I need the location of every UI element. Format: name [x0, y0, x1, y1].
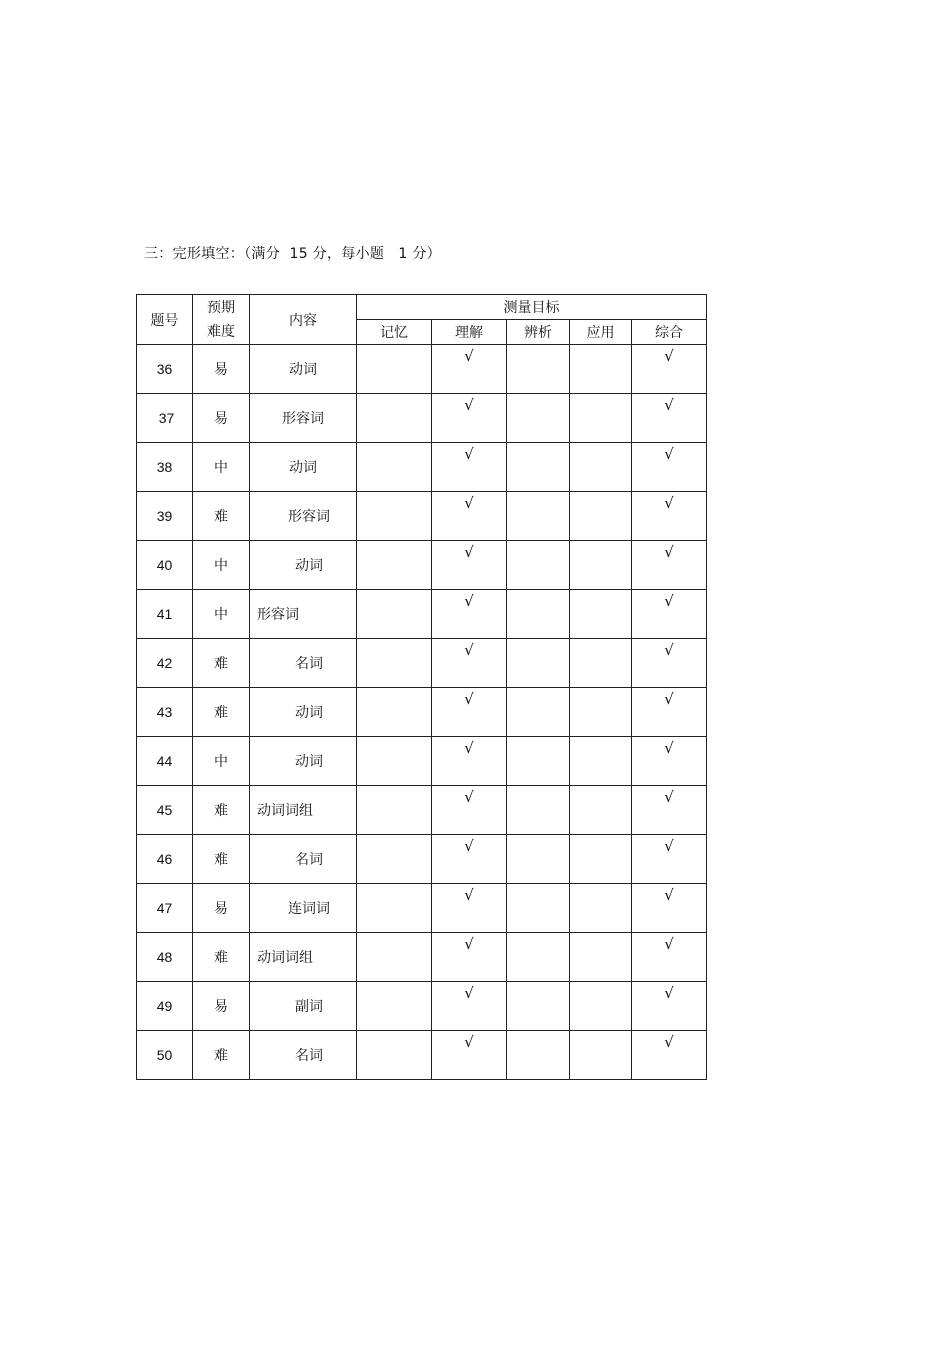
header-difficulty-line2: 难度: [207, 323, 235, 340]
header-targets: 测量目标: [357, 295, 707, 320]
cell-understanding-check: √: [432, 688, 507, 737]
cell-application-check: [570, 982, 632, 1031]
cell-memory-check: [357, 492, 432, 541]
cell-question-no: 42: [137, 639, 193, 688]
cell-analysis-check: [507, 639, 570, 688]
header-application: 应用: [570, 320, 632, 345]
cell-content: 动词: [250, 345, 357, 394]
cell-content: 动词词组: [250, 786, 357, 835]
table-row: [137, 835, 707, 884]
cell-understanding-check: √: [432, 786, 507, 835]
cell-understanding-check: √: [432, 443, 507, 492]
cell-difficulty: 难: [193, 492, 250, 541]
table-row: [137, 688, 707, 737]
cell-analysis-check: [507, 345, 570, 394]
cell-memory-check: [357, 786, 432, 835]
cell-difficulty: 中: [193, 541, 250, 590]
cell-memory-check: [357, 443, 432, 492]
table-row: [137, 1031, 707, 1080]
cell-application-check: [570, 590, 632, 639]
cell-memory-check: [357, 982, 432, 1031]
cell-application-check: [570, 394, 632, 443]
table-row: [137, 786, 707, 835]
cell-content: 副词: [250, 982, 357, 1031]
cell-synthesis-check: √: [632, 541, 707, 590]
cell-difficulty: 难: [193, 639, 250, 688]
cell-difficulty: 中: [193, 737, 250, 786]
header-question-no: 题号: [137, 295, 193, 345]
cell-content: 名词: [250, 835, 357, 884]
cell-analysis-check: [507, 1031, 570, 1080]
header-content: 内容: [250, 295, 357, 345]
cell-application-check: [570, 835, 632, 884]
cell-question-no: 41: [137, 590, 193, 639]
cell-difficulty: 易: [193, 394, 250, 443]
cell-memory-check: [357, 394, 432, 443]
cell-content: 动词: [250, 737, 357, 786]
cell-analysis-check: [507, 835, 570, 884]
header-difficulty: [193, 295, 250, 345]
cell-memory-check: [357, 590, 432, 639]
header-difficulty-line1: 预期: [207, 299, 235, 316]
table-row: [137, 590, 707, 639]
table-row: [137, 737, 707, 786]
cell-analysis-check: [507, 737, 570, 786]
cell-understanding-check: √: [432, 1031, 507, 1080]
cell-application-check: [570, 345, 632, 394]
cell-content: 动词: [250, 541, 357, 590]
section-heading: 三：完形填空：（满分 15 分，每小题 1 分）: [144, 246, 441, 262]
cell-content: 动词: [250, 688, 357, 737]
cell-understanding-check: √: [432, 933, 507, 982]
cell-analysis-check: [507, 394, 570, 443]
cell-synthesis-check: √: [632, 639, 707, 688]
test-spec-table: [136, 294, 707, 1080]
cell-content: 名词: [250, 639, 357, 688]
cell-difficulty: 中: [193, 443, 250, 492]
cell-difficulty: 易: [193, 345, 250, 394]
cell-question-no: 39: [137, 492, 193, 541]
cell-analysis-check: [507, 492, 570, 541]
cell-difficulty: 难: [193, 835, 250, 884]
cell-synthesis-check: √: [632, 835, 707, 884]
cell-memory-check: [357, 639, 432, 688]
cell-application-check: [570, 443, 632, 492]
cell-synthesis-check: √: [632, 884, 707, 933]
cell-analysis-check: [507, 688, 570, 737]
cell-question-no: 43: [137, 688, 193, 737]
cell-understanding-check: √: [432, 345, 507, 394]
cell-difficulty: 中: [193, 590, 250, 639]
cell-content: 名词: [250, 1031, 357, 1080]
cell-question-no: 40: [137, 541, 193, 590]
cell-understanding-check: √: [432, 835, 507, 884]
cell-difficulty: 易: [193, 982, 250, 1031]
cell-question-no: 45: [137, 786, 193, 835]
cell-memory-check: [357, 1031, 432, 1080]
header-analysis: 辨析: [507, 320, 570, 345]
cell-synthesis-check: √: [632, 492, 707, 541]
cell-memory-check: [357, 835, 432, 884]
cell-synthesis-check: √: [632, 590, 707, 639]
cell-analysis-check: [507, 933, 570, 982]
cell-understanding-check: √: [432, 394, 507, 443]
cell-synthesis-check: √: [632, 345, 707, 394]
cell-synthesis-check: √: [632, 394, 707, 443]
cell-difficulty: 难: [193, 1031, 250, 1080]
cell-application-check: [570, 933, 632, 982]
cell-memory-check: [357, 688, 432, 737]
cell-understanding-check: √: [432, 737, 507, 786]
cell-analysis-check: [507, 541, 570, 590]
cell-analysis-check: [507, 786, 570, 835]
cell-synthesis-check: √: [632, 933, 707, 982]
cell-synthesis-check: √: [632, 1031, 707, 1080]
cell-analysis-check: [507, 590, 570, 639]
table-row: [137, 492, 707, 541]
table-row: [137, 394, 707, 443]
table-row: [137, 443, 707, 492]
cell-question-no: 48: [137, 933, 193, 982]
table-row: [137, 541, 707, 590]
cell-question-no: 38: [137, 443, 193, 492]
cell-memory-check: [357, 541, 432, 590]
cell-understanding-check: √: [432, 590, 507, 639]
cell-application-check: [570, 737, 632, 786]
cell-question-no: 49: [137, 982, 193, 1031]
cell-difficulty: 难: [193, 933, 250, 982]
cell-question-no: 47: [137, 884, 193, 933]
cell-content: 形容词: [250, 492, 357, 541]
table-row: [137, 884, 707, 933]
cell-analysis-check: [507, 982, 570, 1031]
cell-understanding-check: √: [432, 492, 507, 541]
cell-memory-check: [357, 884, 432, 933]
cell-memory-check: [357, 737, 432, 786]
cell-understanding-check: √: [432, 639, 507, 688]
cell-application-check: [570, 688, 632, 737]
cell-synthesis-check: √: [632, 737, 707, 786]
table-row: [137, 982, 707, 1031]
table-row: [137, 345, 707, 394]
cell-synthesis-check: √: [632, 786, 707, 835]
cell-question-no: 46: [137, 835, 193, 884]
cell-application-check: [570, 786, 632, 835]
cell-application-check: [570, 541, 632, 590]
cell-memory-check: [357, 933, 432, 982]
cell-application-check: [570, 1031, 632, 1080]
header-understanding: 理解: [432, 320, 507, 345]
cell-analysis-check: [507, 884, 570, 933]
cell-synthesis-check: √: [632, 688, 707, 737]
cell-memory-check: [357, 345, 432, 394]
cell-content: 连词词: [250, 884, 357, 933]
cell-content: 形容词: [250, 590, 357, 639]
cell-understanding-check: √: [432, 884, 507, 933]
cell-content: 形容词: [250, 394, 357, 443]
cell-question-no: 44: [137, 737, 193, 786]
cell-difficulty: 难: [193, 688, 250, 737]
cell-application-check: [570, 492, 632, 541]
table-row: [137, 933, 707, 982]
cell-application-check: [570, 884, 632, 933]
cell-content: 动词词组: [250, 933, 357, 982]
cell-understanding-check: √: [432, 982, 507, 1031]
cell-application-check: [570, 639, 632, 688]
header-memory: 记忆: [357, 320, 432, 345]
table-row: [137, 639, 707, 688]
cell-understanding-check: √: [432, 541, 507, 590]
header-row: [137, 295, 707, 320]
cell-difficulty: 难: [193, 786, 250, 835]
header-synthesis: 综合: [632, 320, 707, 345]
cell-analysis-check: [507, 443, 570, 492]
cell-difficulty: 易: [193, 884, 250, 933]
cell-question-no: 37: [137, 394, 193, 443]
cell-synthesis-check: √: [632, 982, 707, 1031]
cell-question-no: 50: [137, 1031, 193, 1080]
cell-question-no: 36: [137, 345, 193, 394]
cell-content: 动词: [250, 443, 357, 492]
cell-synthesis-check: √: [632, 443, 707, 492]
